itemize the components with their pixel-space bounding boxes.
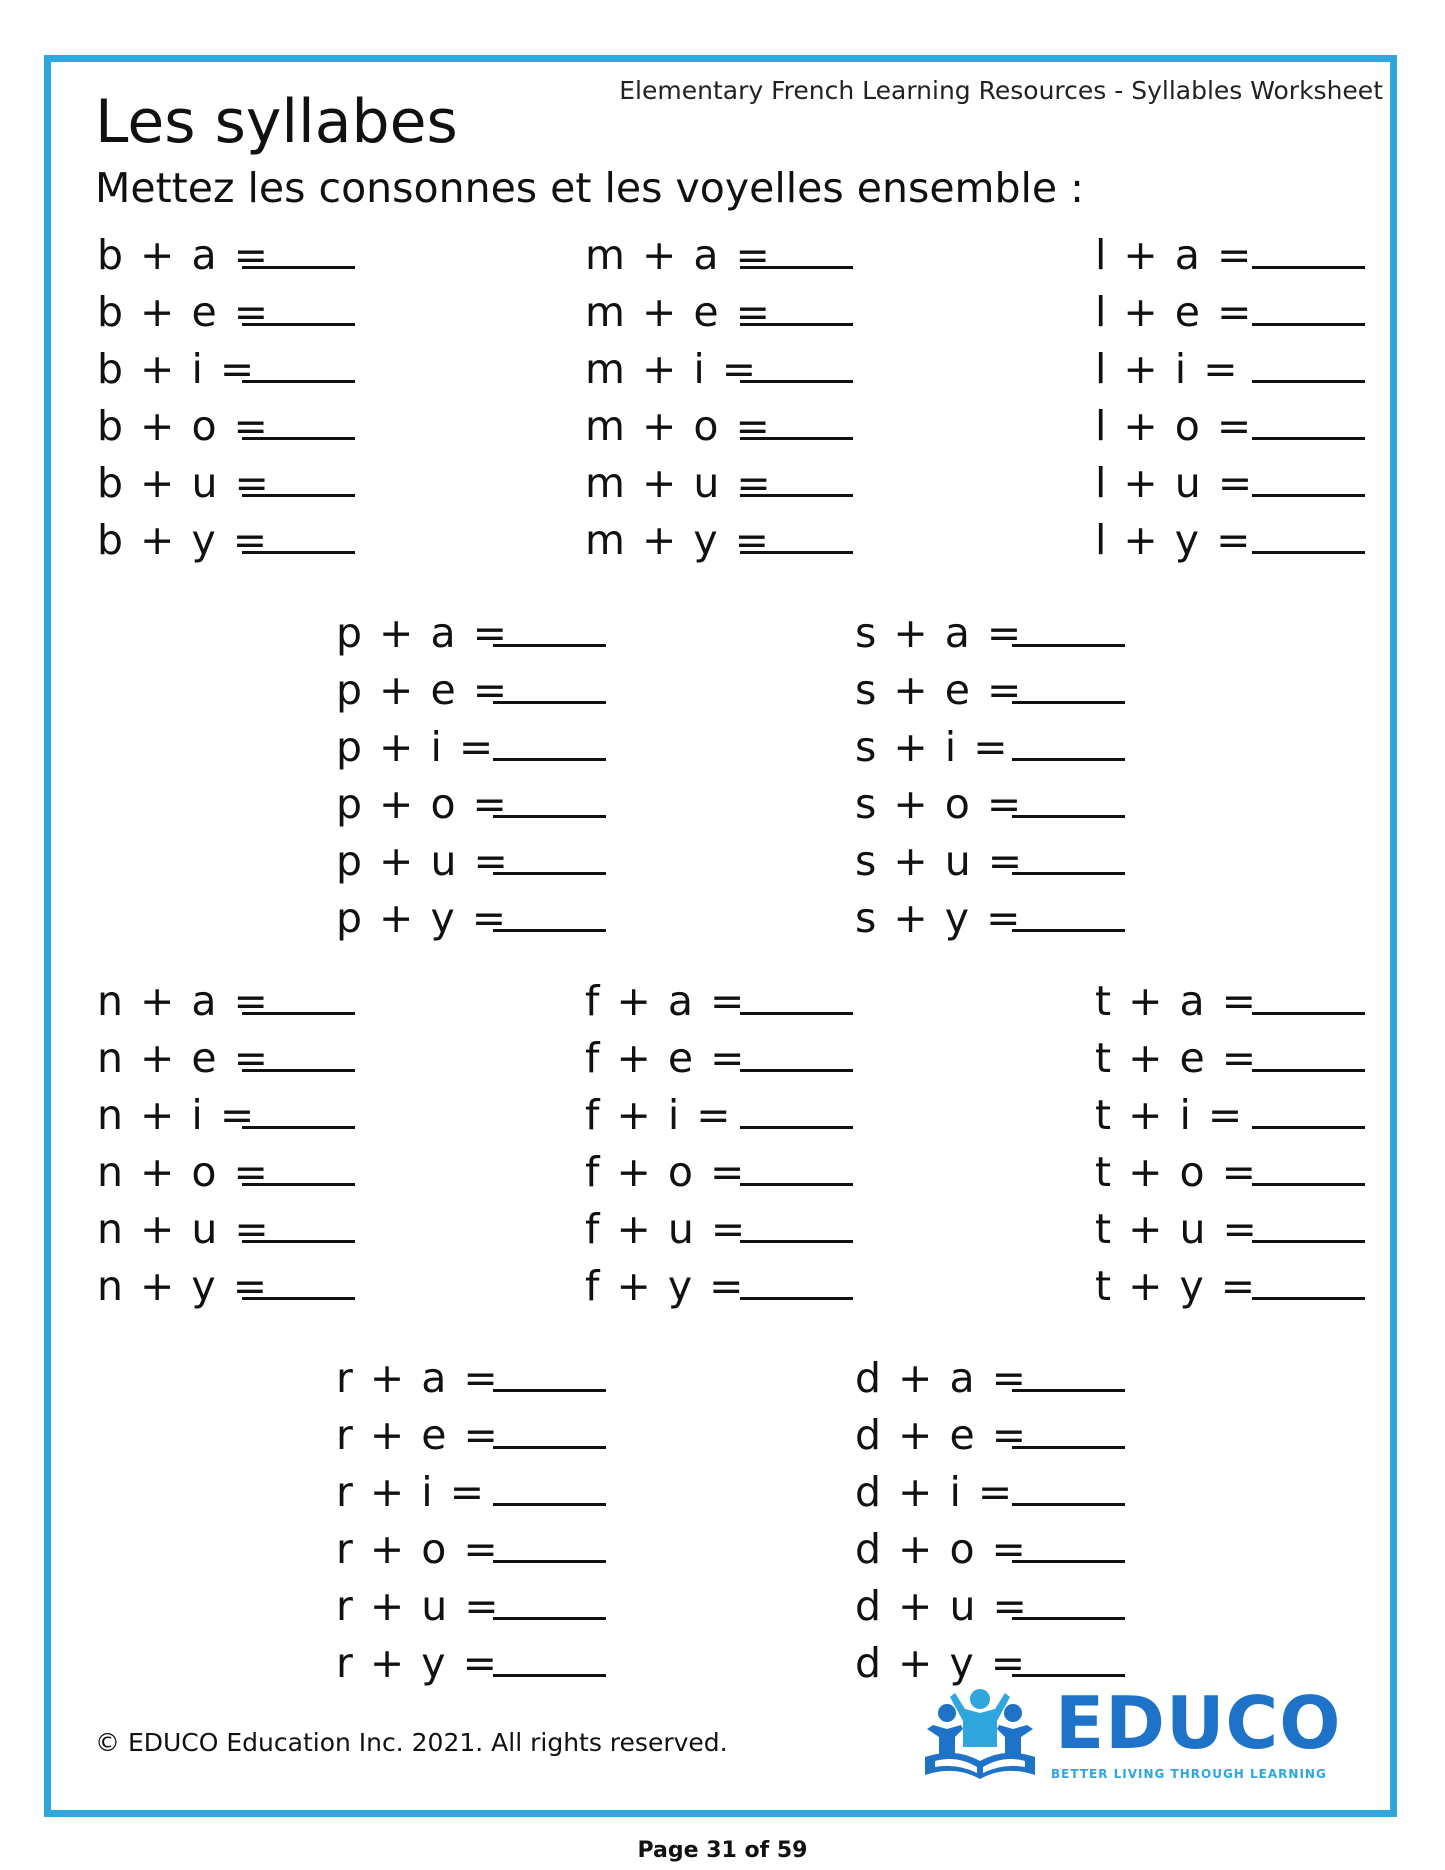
syllable-equation: s + u =: [855, 837, 1025, 885]
exercise-row: [855, 779, 1135, 836]
syllable-equation: d + e =: [855, 1411, 1029, 1459]
syllable-equation: s + i =: [855, 723, 1010, 771]
syllable-equation: t + o =: [1095, 1148, 1258, 1196]
answer-blank[interactable]: [1252, 494, 1365, 497]
syllable-equation: f + o =: [585, 1148, 747, 1196]
syllable-equation: f + i =: [585, 1091, 733, 1139]
exercise-row: [855, 608, 1135, 665]
group-s: [855, 608, 1135, 950]
page-number: Page 31 of 59: [637, 1838, 808, 1863]
answer-blank[interactable]: [242, 1126, 355, 1129]
answer-blank[interactable]: [740, 266, 853, 269]
answer-blank[interactable]: [493, 1617, 606, 1620]
answer-blank[interactable]: [1012, 872, 1125, 875]
syllable-equation: n + y =: [97, 1262, 270, 1310]
answer-blank[interactable]: [242, 266, 355, 269]
exercise-row: [585, 515, 865, 572]
exercise-row: [97, 1033, 367, 1090]
syllable-equation: r + o =: [336, 1525, 500, 1573]
syllable-equation: b + i =: [97, 345, 257, 393]
exercise-row: [855, 722, 1135, 779]
exercise-row: [585, 976, 865, 1033]
copyright-notice: © EDUCO Education Inc. 2021. All rights reserved.: [95, 1728, 728, 1757]
group-b: [97, 230, 367, 572]
answer-blank[interactable]: [493, 872, 606, 875]
exercise-row: [1095, 401, 1375, 458]
syllable-equation: b + o =: [97, 402, 270, 450]
answer-blank[interactable]: [242, 1012, 355, 1015]
syllable-equation: t + i =: [1095, 1091, 1245, 1139]
exercise-row: [97, 1090, 367, 1147]
syllable-equation: b + u =: [97, 459, 271, 507]
answer-blank[interactable]: [242, 1069, 355, 1072]
syllable-equation: r + a =: [336, 1354, 500, 1402]
group-p: [336, 608, 616, 950]
exercise-row: [585, 458, 865, 515]
exercise-row: [97, 458, 367, 515]
answer-blank[interactable]: [740, 1069, 853, 1072]
syllable-equation: l + a =: [1095, 231, 1254, 279]
answer-blank[interactable]: [740, 380, 853, 383]
answer-blank[interactable]: [1012, 701, 1125, 704]
group-m: [585, 230, 865, 572]
answer-blank[interactable]: [242, 380, 355, 383]
exercise-row: [1095, 1204, 1375, 1261]
syllable-equation: n + o =: [97, 1148, 270, 1196]
exercise-row: [336, 779, 616, 836]
logo-wordmark: EDUCO: [1055, 1681, 1342, 1765]
answer-blank[interactable]: [740, 1012, 853, 1015]
exercise-row: [1095, 1090, 1375, 1147]
exercise-row: [1095, 1261, 1375, 1318]
answer-blank[interactable]: [1012, 815, 1125, 818]
exercise-row: [855, 1581, 1135, 1638]
answer-blank[interactable]: [1252, 323, 1365, 326]
answer-blank[interactable]: [1012, 1389, 1125, 1392]
answer-blank[interactable]: [1012, 758, 1125, 761]
answer-blank[interactable]: [493, 815, 606, 818]
exercise-row: [855, 1353, 1135, 1410]
answer-blank[interactable]: [493, 758, 606, 761]
exercise-row: [585, 1147, 865, 1204]
syllable-equation: m + e =: [585, 288, 772, 336]
instructions: Mettez les consonnes et les voyelles ensemble :: [95, 164, 1084, 212]
answer-blank[interactable]: [242, 494, 355, 497]
exercise-row: [336, 836, 616, 893]
syllable-equation: t + y =: [1095, 1262, 1258, 1310]
answer-blank[interactable]: [1252, 266, 1365, 269]
syllable-equation: m + y =: [585, 516, 772, 564]
answer-blank[interactable]: [493, 929, 606, 932]
syllable-equation: s + y =: [855, 894, 1023, 942]
answer-blank[interactable]: [1012, 1560, 1125, 1563]
exercise-row: [585, 1033, 865, 1090]
syllable-equation: m + o =: [585, 402, 772, 450]
answer-blank[interactable]: [493, 644, 606, 647]
answer-blank[interactable]: [1012, 644, 1125, 647]
exercise-row: [336, 1467, 616, 1524]
group-t: [1095, 976, 1375, 1318]
answer-blank[interactable]: [740, 494, 853, 497]
answer-blank[interactable]: [740, 1126, 853, 1129]
exercise-row: [1095, 344, 1375, 401]
answer-blank[interactable]: [493, 1446, 606, 1449]
syllable-equation: d + a =: [855, 1354, 1028, 1402]
exercise-row: [1095, 515, 1375, 572]
exercise-row: [97, 976, 367, 1033]
syllable-equation: d + o =: [855, 1525, 1028, 1573]
syllable-equation: m + u =: [585, 459, 773, 507]
answer-blank[interactable]: [1252, 437, 1365, 440]
exercise-row: [1095, 287, 1375, 344]
syllable-equation: d + i =: [855, 1468, 1015, 1516]
answer-blank[interactable]: [1012, 1503, 1125, 1506]
exercise-row: [97, 230, 367, 287]
syllable-equation: r + e =: [336, 1411, 500, 1459]
syllable-equation: s + o =: [855, 780, 1024, 828]
exercise-row: [585, 1204, 865, 1261]
group-l: [1095, 230, 1375, 572]
syllable-equation: n + a =: [97, 977, 270, 1025]
syllable-equation: f + u =: [585, 1205, 748, 1253]
answer-blank[interactable]: [1252, 1069, 1365, 1072]
syllable-equation: p + o =: [336, 780, 509, 828]
answer-blank[interactable]: [740, 551, 853, 554]
syllable-equation: f + y =: [585, 1262, 746, 1310]
syllable-equation: r + u =: [336, 1582, 501, 1630]
exercise-row: [97, 1261, 367, 1318]
exercise-row: [855, 893, 1135, 950]
syllable-equation: p + e =: [336, 666, 510, 714]
exercise-row: [1095, 1033, 1375, 1090]
answer-blank[interactable]: [1252, 1297, 1365, 1300]
answer-blank[interactable]: [1252, 1183, 1365, 1186]
syllable-equation: p + y =: [336, 894, 509, 942]
page-title: Les syllabes: [95, 87, 458, 157]
answer-blank[interactable]: [242, 437, 355, 440]
syllable-equation: p + a =: [336, 609, 509, 657]
exercise-row: [855, 836, 1135, 893]
answer-blank[interactable]: [493, 1389, 606, 1392]
exercise-row: [585, 230, 865, 287]
answer-blank[interactable]: [1252, 1126, 1365, 1129]
header-note: Elementary French Learning Resources - Syllables Worksheet: [619, 76, 1383, 105]
exercise-row: [1095, 230, 1375, 287]
answer-blank[interactable]: [1252, 1012, 1365, 1015]
educo-logo: [915, 1681, 1342, 1785]
syllable-equation: s + e =: [855, 666, 1024, 714]
syllable-equation: m + i =: [585, 345, 759, 393]
exercise-row: [1095, 1147, 1375, 1204]
exercise-row: [97, 401, 367, 458]
exercise-row: [97, 515, 367, 572]
answer-blank[interactable]: [1252, 551, 1365, 554]
exercise-row: [1095, 976, 1375, 1033]
syllable-equation: l + u =: [1095, 459, 1255, 507]
syllable-equation: t + u =: [1095, 1205, 1259, 1253]
answer-blank[interactable]: [493, 701, 606, 704]
exercise-row: [336, 665, 616, 722]
answer-blank[interactable]: [493, 1503, 606, 1506]
answer-blank[interactable]: [1012, 1617, 1125, 1620]
syllable-equation: p + u =: [336, 837, 510, 885]
answer-blank[interactable]: [242, 1183, 355, 1186]
exercise-row: [97, 344, 367, 401]
syllable-equation: b + a =: [97, 231, 270, 279]
exercise-row: [855, 665, 1135, 722]
syllable-equation: s + a =: [855, 609, 1024, 657]
answer-blank[interactable]: [1012, 1674, 1125, 1677]
syllable-equation: p + i =: [336, 723, 496, 771]
group-r: [336, 1353, 616, 1695]
syllable-equation: f + e =: [585, 1034, 747, 1082]
syllable-equation: d + u =: [855, 1582, 1029, 1630]
exercise-row: [585, 1261, 865, 1318]
answer-blank[interactable]: [242, 1240, 355, 1243]
exercise-row: [336, 1581, 616, 1638]
syllable-equation: n + u =: [97, 1205, 271, 1253]
syllable-equation: t + a =: [1095, 977, 1259, 1025]
answer-blank[interactable]: [242, 551, 355, 554]
exercise-row: [585, 287, 865, 344]
syllable-equation: n + e =: [97, 1034, 271, 1082]
exercise-row: [855, 1467, 1135, 1524]
exercise-row: [585, 1090, 865, 1147]
exercise-row: [585, 344, 865, 401]
answer-blank[interactable]: [1252, 1240, 1365, 1243]
exercise-row: [336, 893, 616, 950]
answer-blank[interactable]: [493, 1674, 606, 1677]
syllable-equation: r + y =: [336, 1639, 499, 1687]
answer-blank[interactable]: [740, 1297, 853, 1300]
exercise-row: [336, 1524, 616, 1581]
group-f: [585, 976, 865, 1318]
syllable-equation: n + i =: [97, 1091, 257, 1139]
exercise-row: [855, 1524, 1135, 1581]
exercise-row: [336, 1353, 616, 1410]
answer-blank[interactable]: [740, 1183, 853, 1186]
syllable-equation: l + y =: [1095, 516, 1253, 564]
exercise-row: [336, 608, 616, 665]
syllable-equation: r + i =: [336, 1468, 487, 1516]
exercise-row: [1095, 458, 1375, 515]
answer-blank[interactable]: [1252, 380, 1365, 383]
answer-blank[interactable]: [242, 1297, 355, 1300]
syllable-equation: l + e =: [1095, 288, 1254, 336]
answer-blank[interactable]: [740, 1240, 853, 1243]
exercise-row: [97, 287, 367, 344]
answer-blank[interactable]: [740, 437, 853, 440]
syllable-equation: b + e =: [97, 288, 271, 336]
answer-blank[interactable]: [740, 323, 853, 326]
exercise-row: [97, 1147, 367, 1204]
syllable-equation: m + a =: [585, 231, 772, 279]
answer-blank[interactable]: [1012, 1446, 1125, 1449]
syllable-equation: t + e =: [1095, 1034, 1259, 1082]
answer-blank[interactable]: [1012, 929, 1125, 932]
exercise-row: [336, 722, 616, 779]
answer-blank[interactable]: [493, 1560, 606, 1563]
syllable-equation: l + i =: [1095, 345, 1240, 393]
syllable-equation: b + y =: [97, 516, 270, 564]
exercise-row: [855, 1410, 1135, 1467]
exercise-row: [336, 1410, 616, 1467]
syllable-equation: d + y =: [855, 1639, 1028, 1687]
answer-blank[interactable]: [242, 323, 355, 326]
exercise-row: [97, 1204, 367, 1261]
people-book-icon: [915, 1685, 1045, 1785]
group-d: [855, 1353, 1135, 1695]
syllable-equation: f + a =: [585, 977, 747, 1025]
group-n: [97, 976, 367, 1318]
exercise-row: [336, 1638, 616, 1695]
exercise-row: [585, 401, 865, 458]
logo-tagline: BETTER LIVING THROUGH LEARNING: [1051, 1767, 1327, 1781]
syllable-equation: l + o =: [1095, 402, 1254, 450]
